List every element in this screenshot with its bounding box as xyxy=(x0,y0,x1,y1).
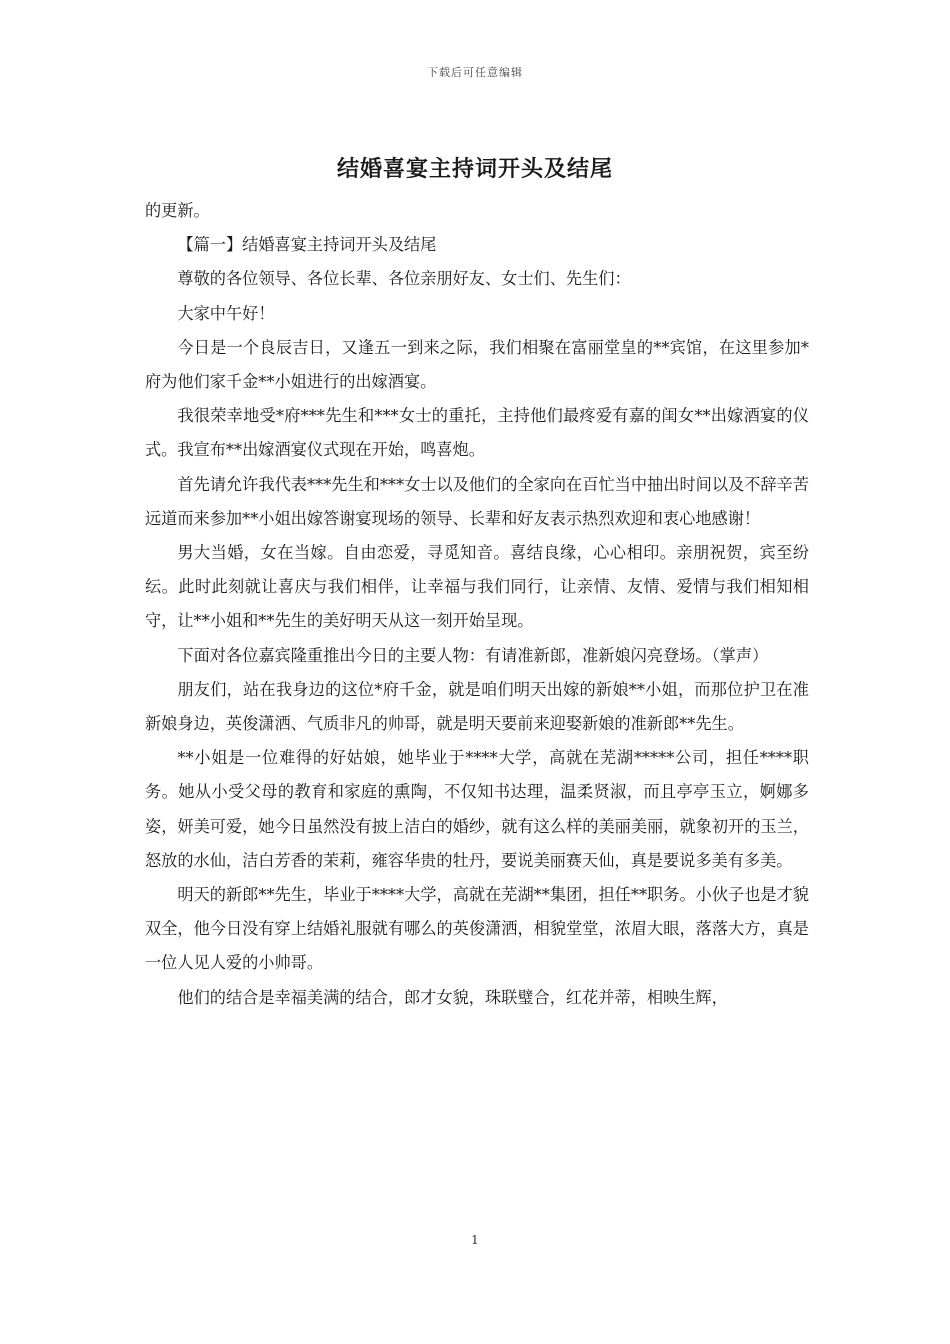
paragraph: 我很荣幸地受*府***先生和***女士的重托，主持他们最疼爱有嘉的闺女**出嫁酒宴的仪式。我宣布**出嫁酒宴仪式现在开始，鸣喜炮。 xyxy=(145,406,809,460)
document-body xyxy=(145,194,809,1015)
paragraph: 明天的新郎**先生，毕业于****大学，高就在芜湖**集团，担任**职务。小伙子也是才貌双全，他今日没有穿上结婚礼服就有哪么的英俊潇洒，相貌堂堂，浓眉大眼，落落大方，真是一位人见人爱的小帅哥。 xyxy=(145,885,809,973)
page-header-note: 下载后可任意编辑 xyxy=(427,66,523,79)
paragraph: 今日是一个良辰吉日，又逢五一到来之际，我们相聚在富丽堂皇的**宾馆，在这里参加*府为他们家千金**小姐进行的出嫁酒宴。 xyxy=(145,337,809,392)
paragraph: 的更新。 xyxy=(145,201,210,220)
page-number: 1 xyxy=(471,1233,479,1247)
paragraph: 大家中午好！ xyxy=(177,303,275,323)
document-title: 结婚喜宴主持词开头及结尾 xyxy=(336,156,613,182)
paragraph: 朋友们，站在我身边的这位*府千金，就是咱们明天出嫁的新娘**小姐，而那位护卫在准新娘身边，英俊潇洒、气质非凡的帅哥，就是明天要前来迎娶新娘的准新郎**先生。 xyxy=(145,679,809,734)
paragraph: 男大当婚，女在当嫁。自由恋爱，寻觅知音。喜结良缘，心心相印。亲朋祝贺，宾至纷纭。此时此刻就让喜庆与我们相伴，让幸福与我们同行，让亲情、友情、爱情与我们相知相守，让**小姐和**先生的美好明天从这一刻开始呈现。 xyxy=(145,543,809,631)
paragraph: 尊敬的各位领导、各位长辈、各位亲朋好友、女士们、先生们： xyxy=(177,269,631,289)
section-heading: 【篇一】结婚喜宴主持词开头及结尾 xyxy=(177,235,437,255)
paragraph: **小姐是一位难得的好姑娘，她毕业于****大学，高就在芜湖*****公司，担任****职务。她从小受父母的教育和家庭的熏陶，不仅知书达理，温柔贤淑，而且亭亭玉立，婀娜多姿，妍美可爱，她今日虽然没有披上洁白的婚纱，就有这么样的美丽美丽，就象初开的玉兰，怒放的水仙，洁白芳香的茉莉，雍容华贵的牡丹，要说美丽赛天仙，真是要说多美有多美。 xyxy=(145,748,809,870)
paragraph: 他们的结合是幸福美满的结合，郎才女貌，珠联璧合，红花并蒂，相映生辉， xyxy=(177,987,728,1007)
paragraph: 下面对各位嘉宾隆重推出今日的主要人物：有请准新郎，准新娘闪亮登场。（掌声） xyxy=(177,645,769,665)
paragraph: 首先请允许我代表***先生和***女士以及他们的全家向在百忙当中抽出时间以及不辞辛苦远道而来参加**小姐出嫁答谢宴现场的领导、长辈和好友表示热烈欢迎和衷心地感谢！ xyxy=(145,474,809,528)
